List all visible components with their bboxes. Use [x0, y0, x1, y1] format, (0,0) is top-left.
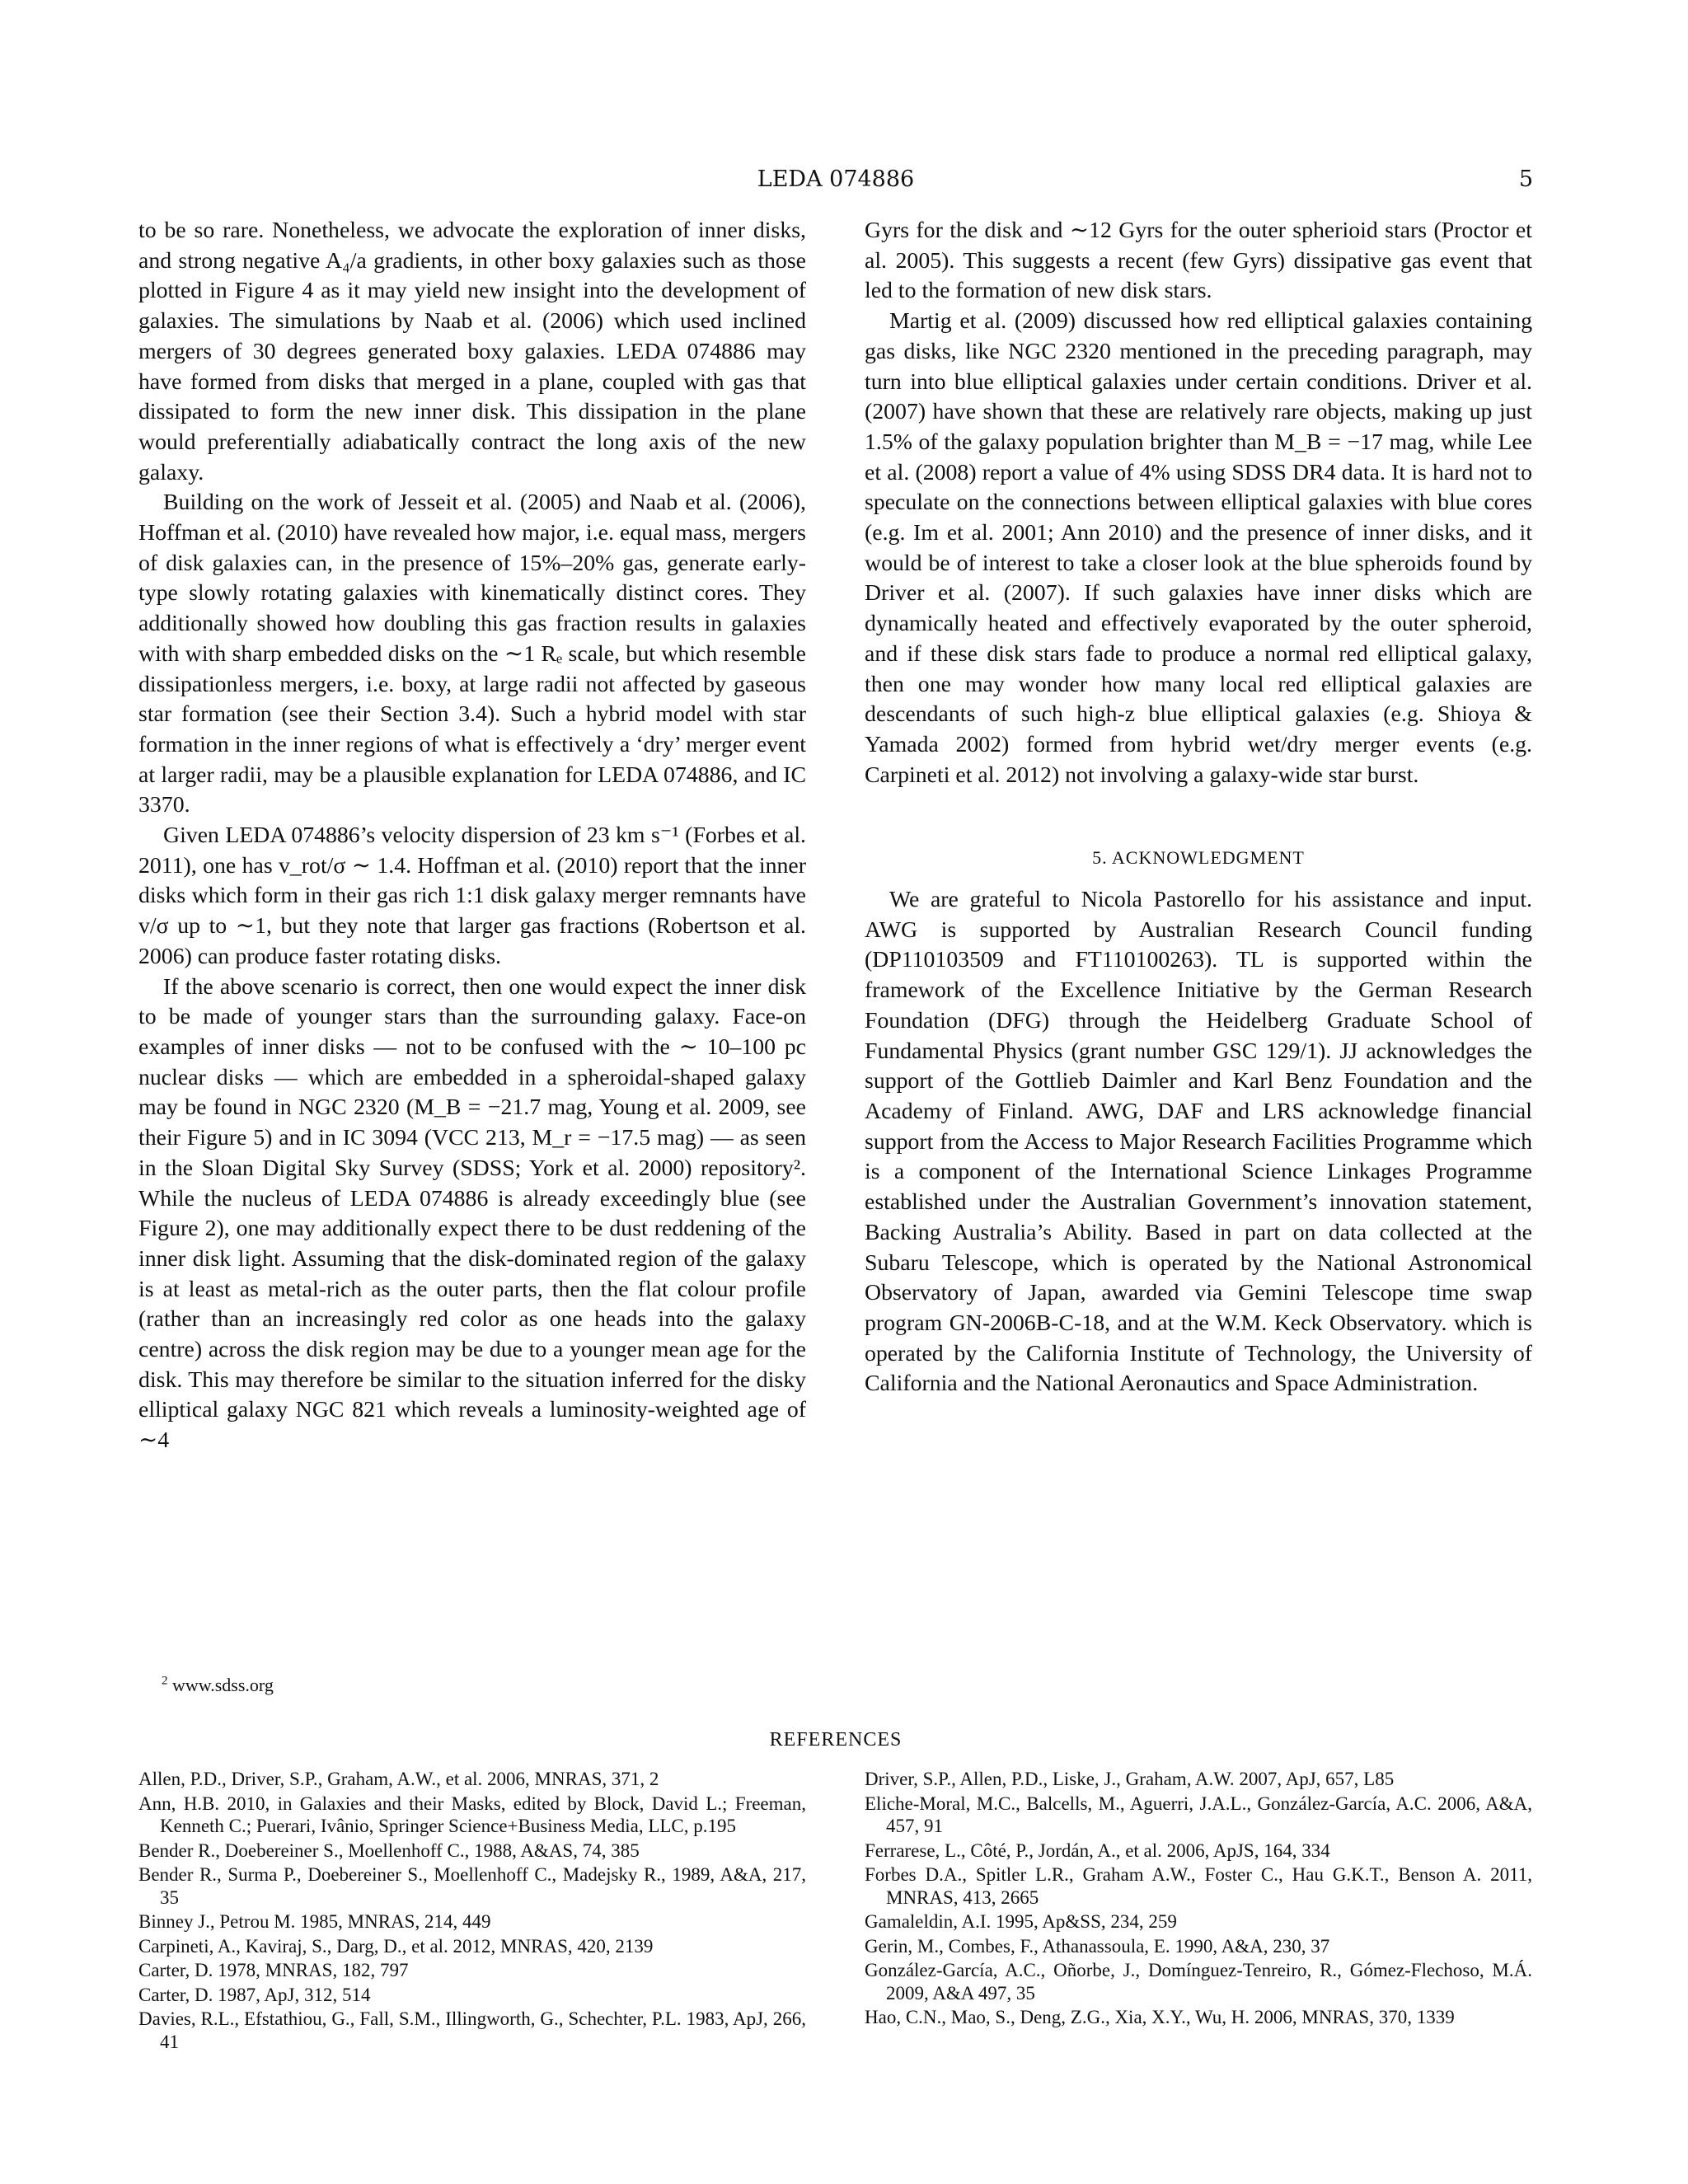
- reference-item: Allen, P.D., Driver, S.P., Graham, A.W., et al. 2006, MNRAS, 371, 2: [138, 1769, 659, 1789]
- body-paragraph: Given LEDA 074886’s velocity dispersion of 23 km s⁻¹ (Forbes et al. 2011), one has v_rot/σ ∼ 1.4. Hoffman et al. (2010) report that the inner disks which form in their gas rich 1:1 disk galaxy merger remnants have v/σ up to ∼1, but they note that larger gas fractions (Robertson et al. 2006) can produce faster rotating disks.: [138, 823, 806, 969]
- body-paragraph: If the above scenario is correct, then one would expect the inner disk to be made of younger stars than the surrounding galaxy. Face-on examples of inner disks — not to be confused with the ∼ 10–100 pc nuclear disks — which are embedded in a spheroidal-shaped galaxy may be found in NGC 2320 (M_B = −21.7 mag, Young et al. 2009, see their Figure 5) and in IC 3094 (VCC 213, M_r = −17.5 mag) — as seen in the Sloan Digital Sky Survey (SDSS; York et al. 2000) repository². While the nucleus of LEDA 074886 is already exceedingly blue (see Figure 2), one may additionally expect there to be dust reddening of the inner disk light. Assuming that the disk-dominated region of the galaxy is at least as metal-rich as the outer parts, then the flat colour profile (rather than an increasingly red color as one heads into the galaxy centre) across the disk region may be due to a younger mean age for the disk. This may therefore be similar to the situation inferred for the disky elliptical galaxy NGC 821 which reveals a luminosity-weighted age of ∼4: [138, 973, 806, 1454]
- reference-item: González-García, A.C., Oñorbe, J., Domínguez-Tenreiro, R., Gómez-Flechoso, M.Á. 2009, A&A 497, 35: [865, 1960, 1532, 2004]
- reference-item: Bender R., Doebereiner S., Moellenhoff C., 1988, A&AS, 74, 385: [138, 1840, 640, 1861]
- running-title: LEDA 074886: [757, 166, 915, 192]
- reference-item: Driver, S.P., Allen, P.D., Liske, J., Graham, A.W. 2007, ApJ, 657, L85: [865, 1769, 1395, 1789]
- body-paragraph: Gyrs for the disk and ∼12 Gyrs for the outer spherioid stars (Proctor et al. 2005). This suggests a recent (few Gyrs) dissipative gas event that led to the formation of new disk stars.: [865, 218, 1532, 304]
- references-left: [138, 1768, 806, 2055]
- reference-item: Bender R., Surma P., Doebereiner S., Moellenhoff C., Madejsky R., 1989, A&A, 217, 35: [138, 1864, 806, 1908]
- reference-item: Ferrarese, L., Côté, P., Jordán, A., et al. 2006, ApJS, 164, 334: [865, 1840, 1330, 1861]
- references-heading: REFERENCES: [769, 1729, 903, 1750]
- body-paragraph: to be so rare. Nonetheless, we advocate the exploration of inner disks, and strong negative A₄/a gradients, in other boxy galaxies such as those plotted in Figure 4 as it may yield new insight into the development of galaxies. The simulations by Naab et al. (2006) which used inclined mergers of 30 degrees generated boxy galaxies. LEDA 074886 may have formed from disks that merged in a plane, coupled with gas that dissipated to form the new inner disk. This dissipation in the plane would preferentially adiabatically contract the long axis of the new galaxy.: [138, 218, 806, 485]
- acknowledgment-paragraph: We are grateful to Nicola Pastorello for his assistance and input. AWG is supported by Australian Research Council funding (DP110103509 and FT110100263). TL is supported within the framework of the Excellence Initiative by the German Research Foundation (DFG) through the Heidelberg Graduate School of Fundamental Physics (grant number GSC 129/1). JJ acknowledges the support of the Gottlieb Daimler and Karl Benz Foundation and the Academy of Finland. AWG, DAF and LRS acknowledge financial support from the Access to Major Research Facilities Programme which is a component of the International Science Linkages Programme established under the Australian Government’s innovation statement, Backing Australia’s Ability. Based in part on data collected at the Subaru Telescope, which is operated by the National Astronomical Observatory of Japan, awarded via Gemini Telescope time swap program GN-2006B-C-18, and at the W.M. Keck Observatory. which is operated by the California Institute of Technology, the University of California and the National Aeronautics and Space Administration.: [865, 887, 1532, 1397]
- reference-item: Hao, C.N., Mao, S., Deng, Z.G., Xia, X.Y., Wu, H. 2006, MNRAS, 370, 1339: [865, 2007, 1455, 2027]
- left-column: [138, 216, 806, 1456]
- body-paragraph: Building on the work of Jesseit et al. (2005) and Naab et al. (2006), Hoffman et al. (2010) have revealed how major, i.e. equal mass, mergers of disk galaxies can, in the presence of 15%–20% gas, generate early-type slowly rotating galaxies with kinematically distinct cores. They additionally showed how doubling this gas fraction results in galaxies with with sharp embedded disks on the ∼1 Rₑ scale, but which resemble dissipationless mergers, i.e. boxy, at large radii not affected by gaseous star formation (see their Section 3.4). Such a hybrid model with star formation in the inner regions of what is effectively a ‘dry’ merger event at larger radii, may be a plausible explanation for LEDA 074886, and IC 3370.: [138, 490, 806, 818]
- reference-item: Carter, D. 1987, ApJ, 312, 514: [138, 1984, 371, 2005]
- reference-item: Ann, H.B. 2010, in Galaxies and their Masks, edited by Block, David L.; Freeman, Kenneth C.; Puerari, Ivânio, Springer Science+Business Media, LLC, p.195: [138, 1793, 806, 1836]
- reference-item: Eliche-Moral, M.C., Balcells, M., Aguerri, J.A.L., González-García, A.C. 2006, A&A, 457, 91: [865, 1793, 1532, 1836]
- footnote: [162, 1675, 274, 1696]
- reference-item: Carter, D. 1978, MNRAS, 182, 797: [138, 1960, 409, 1980]
- references-right: [865, 1768, 1532, 2031]
- page-number: 5: [1518, 166, 1533, 192]
- reference-item: Binney J., Petrou M. 1985, MNRAS, 214, 449: [138, 1911, 491, 1932]
- section-heading: 5. ACKNOWLEDGMENT: [1092, 847, 1305, 869]
- reference-item: Gamaleldin, A.I. 1995, Ap&SS, 234, 259: [865, 1911, 1177, 1932]
- footnote-link[interactable]: www.sdss.org: [172, 1675, 274, 1695]
- reference-item: Gerin, M., Combes, F., Athanassoula, E. 1990, A&A, 230, 37: [865, 1935, 1330, 1957]
- reference-item: Carpineti, A., Kaviraj, S., Darg, D., et al. 2012, MNRAS, 420, 2139: [138, 1935, 654, 1957]
- body-paragraph: Martig et al. (2009) discussed how red elliptical galaxies containing gas disks, like NGC 2320 mentioned in the preceding paragraph, may turn into blue elliptical galaxies under certain conditions. Driver et al. (2007) have shown that these are relatively rare objects, making up just 1.5% of the galaxy population brighter than M_B = −17 mag, while Lee et al. (2008) report a value of 4% using SDSS DR4 data. It is hard not to speculate on the connections between elliptical galaxies with blue cores (e.g. Im et al. 2001; Ann 2010) and the presence of inner disks, and it would be of interest to take a closer look at the blue spheroids found by Driver et al. (2007). If such galaxies have inner disks which are dynamically heated and effectively evaporated by the outer spheroid, and if these disk stars fade to produce a normal red elliptical galaxy, then one may wonder how many local red elliptical galaxies are descendants of such high-z blue elliptical galaxies (e.g. Shioya & Yamada 2002) formed from hybrid wet/dry merger events (e.g. Carpineti et al. 2012) not involving a galaxy-wide star burst.: [865, 308, 1532, 788]
- reference-item: Forbes D.A., Spitler L.R., Graham A.W., Foster C., Hau G.K.T., Benson A. 2011, MNRAS, 413, 2665: [865, 1864, 1532, 1908]
- right-column: [865, 216, 1532, 1399]
- footnote-marker: 2: [162, 1674, 168, 1688]
- reference-item: Davies, R.L., Efstathiou, G., Fall, S.M., Illingworth, G., Schechter, P.L. 1983, ApJ, 266, 41: [138, 2008, 806, 2052]
